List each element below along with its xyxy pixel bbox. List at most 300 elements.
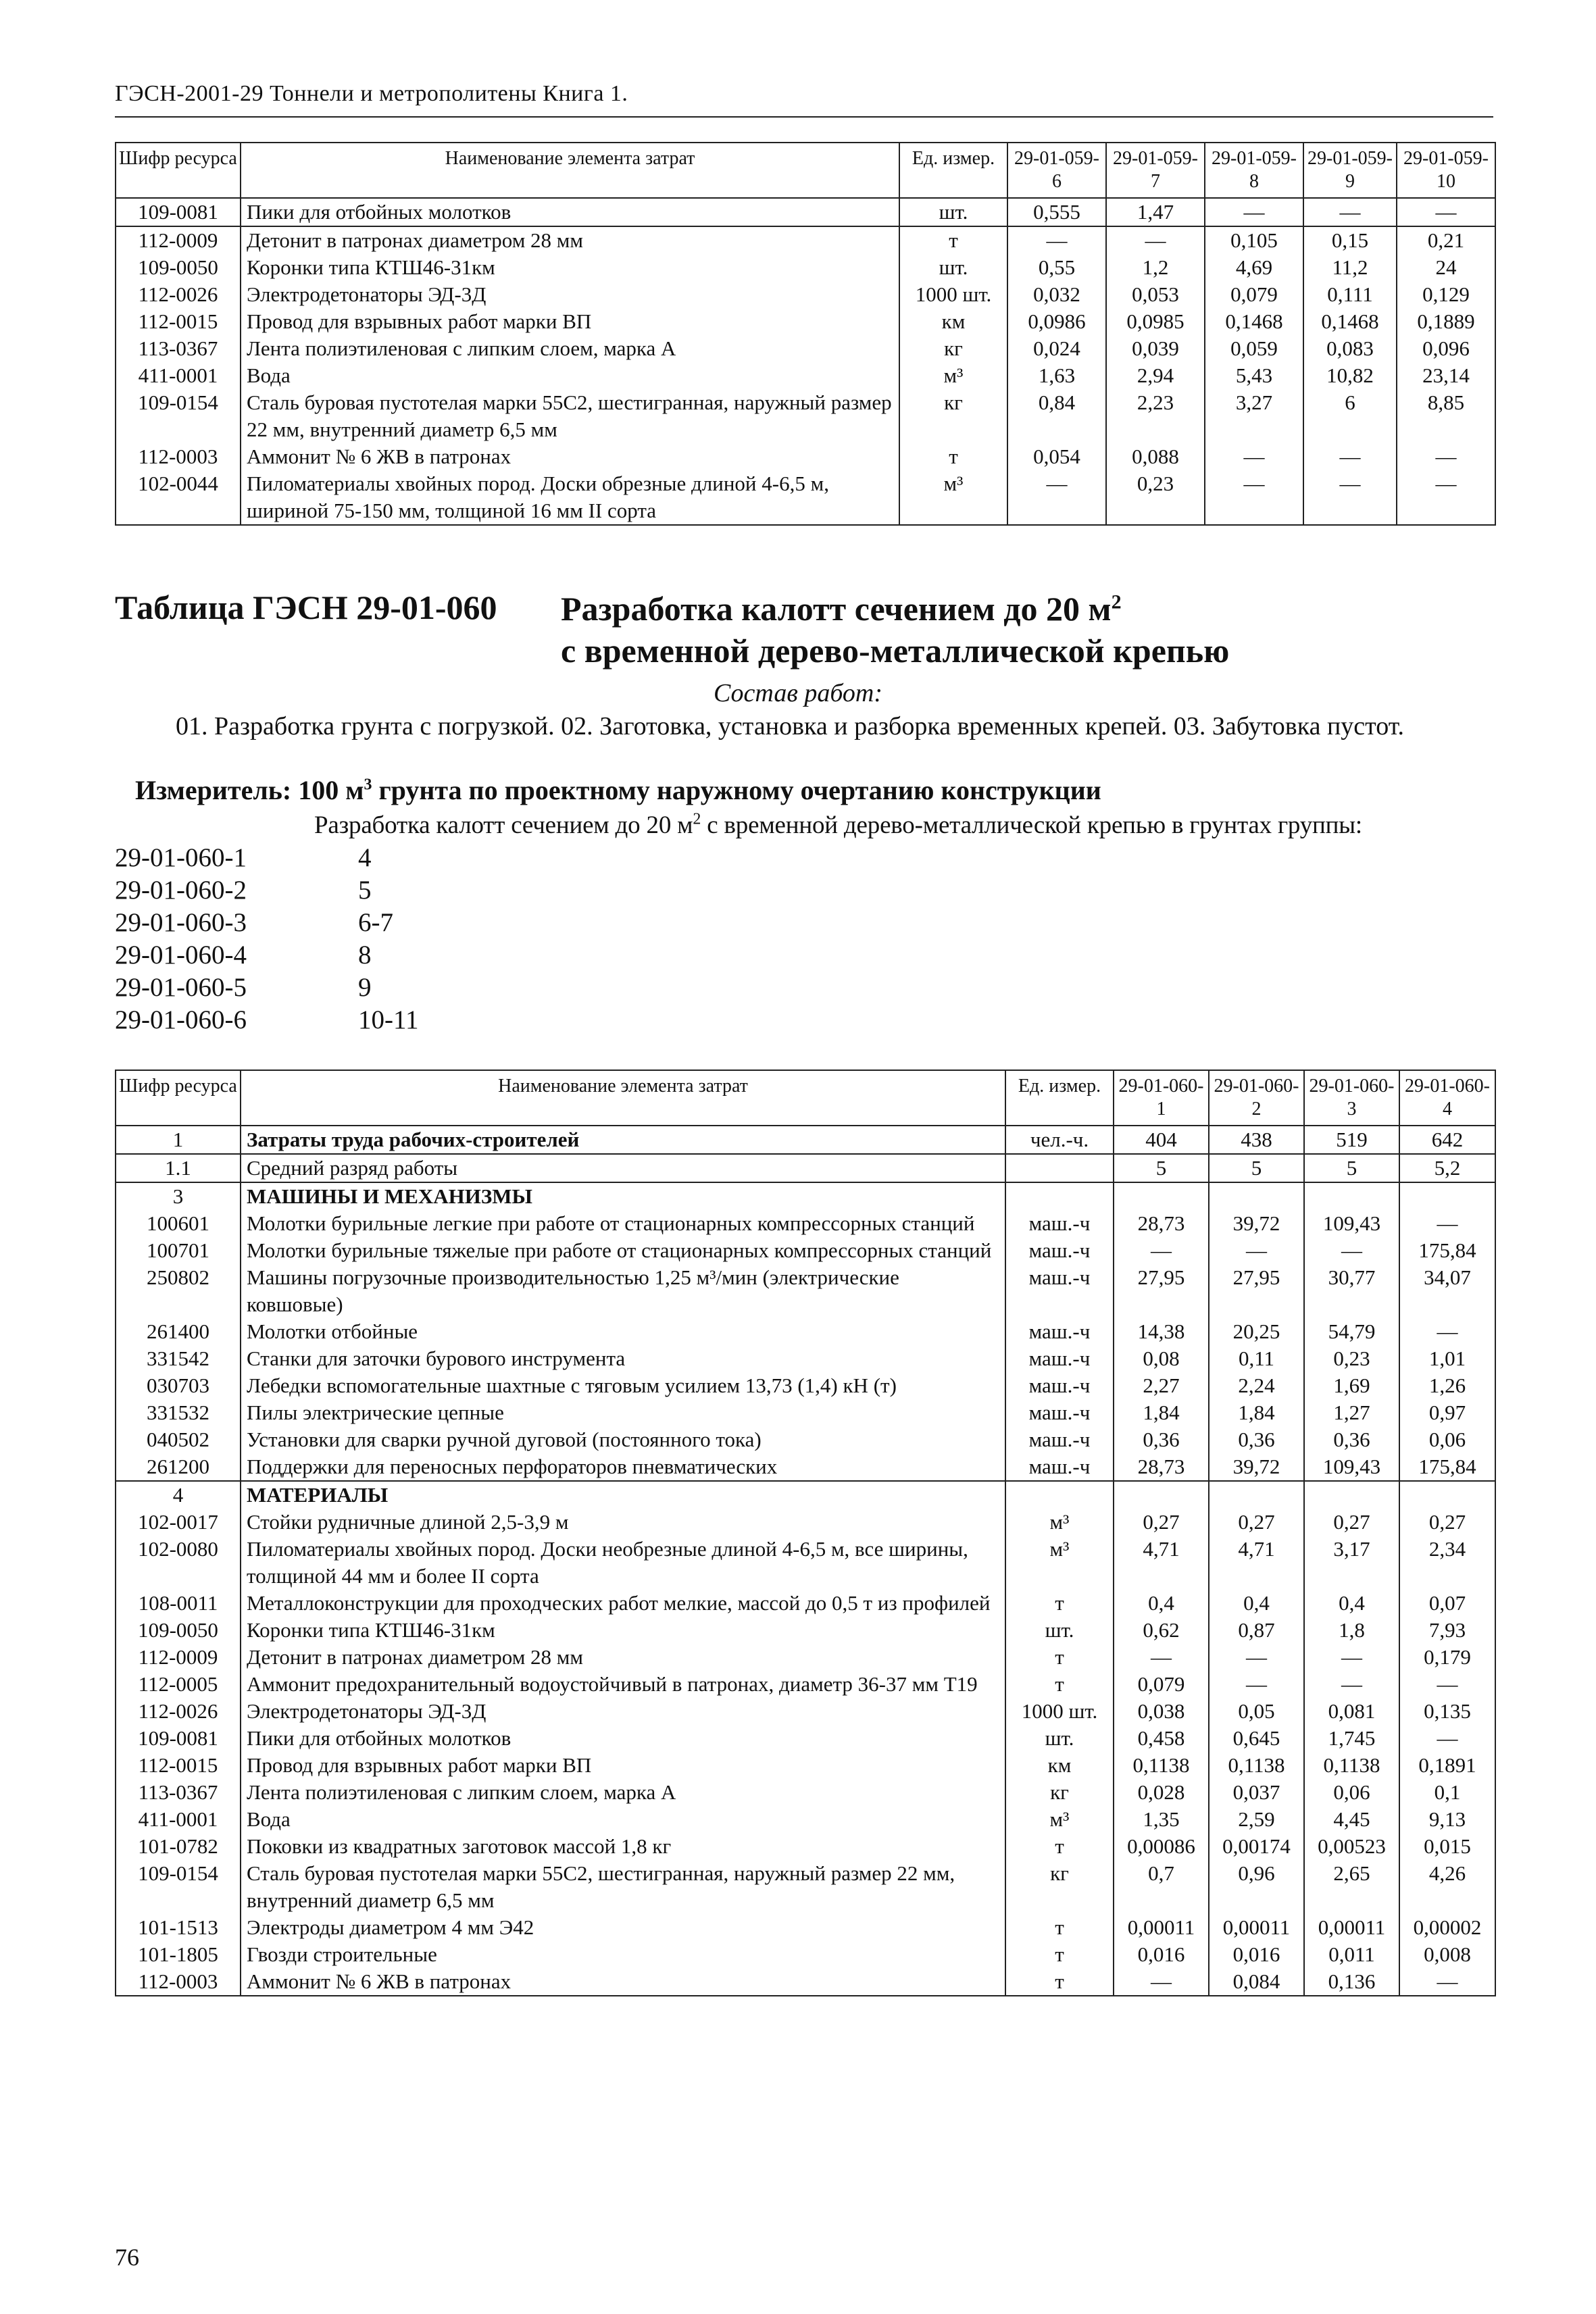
variant-code: 29-01-060-2 — [115, 876, 247, 905]
resource-value: 0,36 — [1304, 1426, 1399, 1453]
resource-value: — — [1397, 470, 1495, 525]
resource-value: 0,55 — [1007, 254, 1106, 281]
resource-code: 411-0001 — [116, 362, 241, 389]
resource-value: 109,43 — [1304, 1210, 1399, 1237]
header-unit: Ед. измер. — [1005, 1070, 1114, 1126]
resource-code: 101-0782 — [116, 1833, 241, 1860]
resource-unit: 1000 шт. — [899, 281, 1007, 308]
resource-value — [1304, 1182, 1399, 1210]
resource-value: 20,25 — [1209, 1318, 1304, 1345]
resource-value: 438 — [1209, 1126, 1304, 1154]
resource-value: 404 — [1114, 1126, 1209, 1154]
resource-value: 4,69 — [1205, 254, 1303, 281]
resource-value: — — [1397, 443, 1495, 470]
resource-name: Стойки рудничные длиной 2,5-3,9 м — [241, 1509, 1005, 1536]
resource-value: 0,458 — [1114, 1725, 1209, 1752]
variant-code: 29-01-060-6 — [115, 1005, 247, 1034]
resource-value: 24 — [1397, 254, 1495, 281]
resource-value: 0,1138 — [1209, 1752, 1304, 1779]
resource-value: 1,35 — [1114, 1806, 1209, 1833]
table-row — [116, 1426, 1495, 1453]
table-row — [116, 1536, 1495, 1590]
resource-value: 27,95 — [1114, 1264, 1209, 1318]
resource-value: 30,77 — [1304, 1264, 1399, 1318]
resource-name: Аммонит № 6 ЖВ в патронах — [241, 1968, 1005, 1996]
resource-value: 39,72 — [1209, 1453, 1304, 1481]
resource-value: 0,039 — [1106, 335, 1205, 362]
resource-name: Вода — [241, 1806, 1005, 1833]
resource-unit: шт. — [899, 254, 1007, 281]
table-row — [116, 1833, 1495, 1860]
resource-value: 0,05 — [1209, 1698, 1304, 1725]
resource-unit: маш.-ч — [1005, 1318, 1114, 1345]
resource-value: 0,1889 — [1397, 308, 1495, 335]
header-col: 29-01-059-6 — [1007, 143, 1106, 198]
resource-code: 261400 — [116, 1318, 241, 1345]
resource-name: Пики для отбойных молотков — [241, 1725, 1005, 1752]
resource-value: 28,73 — [1114, 1210, 1209, 1237]
resource-value: 2,24 — [1209, 1372, 1304, 1399]
resource-unit: 1000 шт. — [1005, 1698, 1114, 1725]
resource-name: Поддержки для переносных перфораторов пневматических — [241, 1453, 1005, 1481]
resource-value: — — [1304, 1644, 1399, 1671]
resource-value: 2,27 — [1114, 1372, 1209, 1399]
resource-name: Коронки типа КТШ46-31км — [241, 254, 899, 281]
resource-unit: маш.-ч — [1005, 1399, 1114, 1426]
resource-value: 0,179 — [1399, 1644, 1495, 1671]
resource-value: 1,63 — [1007, 362, 1106, 389]
resource-code: 101-1513 — [116, 1914, 241, 1941]
resource-value: 0,4 — [1304, 1590, 1399, 1617]
resource-value: — — [1304, 1671, 1399, 1698]
resource-unit: шт. — [899, 198, 1007, 226]
resource-value: — — [1114, 1968, 1209, 1996]
header-col: 29-01-060-2 — [1209, 1070, 1304, 1126]
resource-unit: т — [1005, 1941, 1114, 1968]
resource-value: 28,73 — [1114, 1453, 1209, 1481]
resource-value: 0,059 — [1205, 335, 1303, 362]
resource-value: 0,00174 — [1209, 1833, 1304, 1860]
resource-value: 4,26 — [1399, 1860, 1495, 1914]
resource-value: 0,028 — [1114, 1779, 1209, 1806]
variant-soil-group: 8 — [358, 940, 372, 970]
variant-row — [115, 874, 419, 907]
resource-value: 0,00011 — [1304, 1914, 1399, 1941]
resource-unit: т — [1005, 1644, 1114, 1671]
resource-code: 250802 — [116, 1264, 241, 1318]
resource-unit: км — [1005, 1752, 1114, 1779]
resource-value: 11,2 — [1303, 254, 1397, 281]
resource-name: Коронки типа КТШ46-31км — [241, 1617, 1005, 1644]
resource-name: Детонит в патронах диаметром 28 мм — [241, 1644, 1005, 1671]
resource-value: 0,87 — [1209, 1617, 1304, 1644]
resource-unit: м³ — [899, 362, 1007, 389]
resource-value — [1114, 1481, 1209, 1509]
resource-value: — — [1399, 1210, 1495, 1237]
resource-value: 0,07 — [1399, 1590, 1495, 1617]
variant-soil-group: 4 — [358, 843, 372, 872]
resource-code: 112-0015 — [116, 1752, 241, 1779]
resource-unit: м³ — [899, 470, 1007, 525]
resource-value — [1209, 1182, 1304, 1210]
resource-value: — — [1209, 1644, 1304, 1671]
title-line-1: Разработка калотт сечением до 20 м — [561, 590, 1112, 628]
table-row — [116, 1345, 1495, 1372]
page-number: 76 — [115, 2244, 139, 2271]
resource-code: 112-0026 — [116, 281, 241, 308]
resource-value: 1,26 — [1399, 1372, 1495, 1399]
table-row — [116, 1154, 1495, 1182]
resource-name: Затраты труда рабочих-строителей — [241, 1126, 1005, 1154]
resource-value: 175,84 — [1399, 1453, 1495, 1481]
resource-name: Детонит в патронах диаметром 28 мм — [241, 226, 899, 254]
variant-row — [115, 907, 419, 939]
resource-value: 8,85 — [1397, 389, 1495, 443]
resource-value: 27,95 — [1209, 1264, 1304, 1318]
resource-value: 2,94 — [1106, 362, 1205, 389]
table-row — [116, 1644, 1495, 1671]
resource-value: — — [1397, 198, 1495, 226]
work-composition-text: 01. Разработка грунта с погрузкой. 02. Заготовка, установка и разборка временных крепей. 03. Забутовка пустот. — [176, 712, 1405, 740]
resource-value: 9,13 — [1399, 1806, 1495, 1833]
resource-name: Установки для сварки ручной дуговой (постоянного тока) — [241, 1426, 1005, 1453]
table-row — [116, 443, 1495, 470]
resource-value: 0,111 — [1303, 281, 1397, 308]
table-row — [116, 335, 1495, 362]
resource-value: — — [1303, 443, 1397, 470]
header-code: Шифр ресурса — [116, 1070, 241, 1126]
variant-code: 29-01-060-4 — [115, 940, 247, 970]
resource-code: 040502 — [116, 1426, 241, 1453]
resource-code: 109-0050 — [116, 254, 241, 281]
resource-code: 112-0003 — [116, 1968, 241, 1996]
variant-row — [115, 972, 419, 1004]
variant-row — [115, 939, 419, 972]
intro-suffix: с временной дерево-металлической крепью в грунтах группы: — [701, 811, 1362, 839]
variant-soil-group: 5 — [358, 876, 372, 905]
resource-unit: т — [1005, 1914, 1114, 1941]
resource-name: Металлоконструкции для проходческих работ мелкие, массой до 0,5 т из профилей — [241, 1590, 1005, 1617]
table-row — [116, 1481, 1495, 1509]
table-row — [116, 1264, 1495, 1318]
resource-name: Гвозди строительные — [241, 1941, 1005, 1968]
resource-code: 109-0154 — [116, 1860, 241, 1914]
resource-value: 4,45 — [1304, 1806, 1399, 1833]
resource-value: 0,088 — [1106, 443, 1205, 470]
resource-value: — — [1106, 226, 1205, 254]
resource-value: — — [1114, 1644, 1209, 1671]
resource-value: — — [1007, 226, 1106, 254]
resource-value: 0,00011 — [1209, 1914, 1304, 1941]
resource-value: 4,71 — [1114, 1536, 1209, 1590]
resource-value: 2,23 — [1106, 389, 1205, 443]
resource-value: 0,23 — [1106, 470, 1205, 525]
resource-unit: т — [1005, 1968, 1114, 1996]
resource-value: 0,62 — [1114, 1617, 1209, 1644]
resource-value: — — [1399, 1671, 1495, 1698]
resource-value: 23,14 — [1397, 362, 1495, 389]
header-rule — [115, 116, 1493, 118]
resource-code: 030703 — [116, 1372, 241, 1399]
resource-name: Аммонит предохранительный водоустойчивый в патронах, диаметр 36-37 мм Т19 — [241, 1671, 1005, 1698]
resource-code: 1.1 — [116, 1154, 241, 1182]
table-row — [116, 1806, 1495, 1833]
intro-superscript: 2 — [693, 810, 701, 828]
resource-value: 10,82 — [1303, 362, 1397, 389]
resource-unit: км — [899, 308, 1007, 335]
resource-code: 109-0154 — [116, 389, 241, 443]
resource-value: 0,00002 — [1399, 1914, 1495, 1941]
resource-value: 0,27 — [1399, 1509, 1495, 1536]
variant-soil-group: 6-7 — [358, 908, 393, 937]
resource-value: 0,083 — [1303, 335, 1397, 362]
header-col: 29-01-060-3 — [1304, 1070, 1399, 1126]
resource-value: — — [1399, 1725, 1495, 1752]
resource-name: Машины погрузочные производительностью 1,25 м³/мин (электрические ковшовые) — [241, 1264, 1005, 1318]
resource-unit: т — [899, 226, 1007, 254]
header-name: Наименование элемента затрат — [241, 143, 899, 198]
table-row — [116, 1126, 1495, 1154]
resource-value: 175,84 — [1399, 1237, 1495, 1264]
resource-value: 1,27 — [1304, 1399, 1399, 1426]
table-row — [116, 308, 1495, 335]
resource-name: МАТЕРИАЛЫ — [241, 1481, 1005, 1509]
resource-value: — — [1205, 470, 1303, 525]
table-row — [116, 1509, 1495, 1536]
resource-value: — — [1209, 1671, 1304, 1698]
resource-code: 109-0081 — [116, 198, 241, 226]
resource-code: 112-0009 — [116, 1644, 241, 1671]
resource-value — [1304, 1481, 1399, 1509]
resource-name: Станки для заточки бурового инструмента — [241, 1345, 1005, 1372]
resource-value: 5,2 — [1399, 1154, 1495, 1182]
resource-value: 0,4 — [1114, 1590, 1209, 1617]
resource-name: Пики для отбойных молотков — [241, 198, 899, 226]
resource-unit: шт. — [1005, 1617, 1114, 1644]
resource-value: 7,93 — [1399, 1617, 1495, 1644]
variant-code: 29-01-060-5 — [115, 973, 247, 1002]
resource-value: 0,00011 — [1114, 1914, 1209, 1941]
header-col: 29-01-059-10 — [1397, 143, 1495, 198]
resource-unit: маш.-ч — [1005, 1426, 1114, 1453]
resource-code: 1 — [116, 1126, 241, 1154]
resource-value: 1,69 — [1304, 1372, 1399, 1399]
resource-name: Лента полиэтиленовая с липким слоем, марка А — [241, 1779, 1005, 1806]
title-superscript: 2 — [1111, 590, 1122, 613]
resource-code: 4 — [116, 1481, 241, 1509]
resource-unit: м³ — [1005, 1509, 1114, 1536]
resource-value: 3,17 — [1304, 1536, 1399, 1590]
resource-name: Лебедки вспомогательные шахтные с тяговым усилием 13,73 (1,4) кН (т) — [241, 1372, 1005, 1399]
resource-value — [1209, 1481, 1304, 1509]
resource-value: 5 — [1209, 1154, 1304, 1182]
resource-value: 34,07 — [1399, 1264, 1495, 1318]
resource-name: Молотки бурильные легкие при работе от стационарных компрессорных станций — [241, 1210, 1005, 1237]
table-row — [116, 470, 1495, 525]
resource-value: 1,745 — [1304, 1725, 1399, 1752]
resource-value: 0,1 — [1399, 1779, 1495, 1806]
resource-value: 0,4 — [1209, 1590, 1304, 1617]
measure-prefix: Измеритель: 100 м — [135, 775, 364, 805]
resource-value: 0,053 — [1106, 281, 1205, 308]
resource-name: Провод для взрывных работ марки ВП — [241, 308, 899, 335]
header-col: 29-01-060-1 — [1114, 1070, 1209, 1126]
resource-value: — — [1205, 443, 1303, 470]
table-row — [116, 1399, 1495, 1426]
table-row — [116, 1725, 1495, 1752]
resource-value: 0,084 — [1209, 1968, 1304, 1996]
resource-unit: маш.-ч — [1005, 1453, 1114, 1481]
resource-name: Молотки бурильные тяжелые при работе от стационарных компрессорных станций — [241, 1237, 1005, 1264]
resource-name: Электродетонаторы ЭД-3Д — [241, 281, 899, 308]
resource-value: 0,016 — [1114, 1941, 1209, 1968]
resource-value: 0,00086 — [1114, 1833, 1209, 1860]
variants-list — [115, 842, 419, 1036]
resource-value: 1,47 — [1106, 198, 1205, 226]
resource-value: 0,079 — [1205, 281, 1303, 308]
table-row — [116, 1698, 1495, 1725]
resource-name: Молотки отбойные — [241, 1318, 1005, 1345]
resource-code: 261200 — [116, 1453, 241, 1481]
header-col: 29-01-059-9 — [1303, 143, 1397, 198]
running-header: ГЭСН-2001-29 Тоннели и метрополитены Книга 1. — [115, 81, 628, 106]
table-row — [116, 226, 1495, 254]
table-row — [116, 1453, 1495, 1481]
table-row — [116, 1617, 1495, 1644]
resource-value: 0,135 — [1399, 1698, 1495, 1725]
resource-unit: кг — [899, 335, 1007, 362]
resource-value: — — [1399, 1318, 1495, 1345]
resource-code: 109-0081 — [116, 1725, 241, 1752]
resource-value: 2,34 — [1399, 1536, 1495, 1590]
resource-value: 54,79 — [1304, 1318, 1399, 1345]
resource-value: 1,84 — [1114, 1399, 1209, 1426]
resource-value: 0,645 — [1209, 1725, 1304, 1752]
resource-code: 113-0367 — [116, 335, 241, 362]
header-code: Шифр ресурса — [116, 143, 241, 198]
resource-value: 0,136 — [1304, 1968, 1399, 1996]
resource-code: 112-0009 — [116, 226, 241, 254]
variant-code: 29-01-060-1 — [115, 843, 247, 872]
header-name: Наименование элемента затрат — [241, 1070, 1005, 1126]
variants-intro — [314, 811, 1503, 840]
resource-unit: м³ — [1005, 1536, 1114, 1590]
table-title — [561, 588, 1507, 672]
variant-row — [115, 1004, 419, 1036]
resource-value: — — [1114, 1237, 1209, 1264]
resource-unit: кг — [899, 389, 1007, 443]
resource-value: 109,43 — [1304, 1453, 1399, 1481]
resource-value: 0,1468 — [1205, 308, 1303, 335]
header-unit: Ед. измер. — [899, 143, 1007, 198]
header-col: 29-01-059-7 — [1106, 143, 1205, 198]
variant-soil-group: 9 — [358, 973, 372, 1002]
resource-name: Средний разряд работы — [241, 1154, 1005, 1182]
resource-value: 0,096 — [1397, 335, 1495, 362]
resource-name: Пиломатериалы хвойных пород. Доски необрезные длиной 4-6,5 м, все ширины, толщиной 44 мм и более II сорта — [241, 1536, 1005, 1590]
header-col: 29-01-060-4 — [1399, 1070, 1495, 1126]
resource-value — [1399, 1182, 1495, 1210]
table-header-row — [116, 143, 1495, 198]
resource-value: 0,0985 — [1106, 308, 1205, 335]
resource-value: 2,65 — [1304, 1860, 1399, 1914]
resource-value: 0,011 — [1304, 1941, 1399, 1968]
table-row — [116, 1779, 1495, 1806]
resource-value: — — [1399, 1968, 1495, 1996]
resource-value: 1,01 — [1399, 1345, 1495, 1372]
resource-value: 1,2 — [1106, 254, 1205, 281]
resource-value: 0,105 — [1205, 226, 1303, 254]
resource-code: 112-0015 — [116, 308, 241, 335]
resource-value: 0,024 — [1007, 335, 1106, 362]
resource-value: 0,84 — [1007, 389, 1106, 443]
resource-unit: маш.-ч — [1005, 1264, 1114, 1318]
resource-value: 5 — [1114, 1154, 1209, 1182]
resource-unit: шт. — [1005, 1725, 1114, 1752]
resource-value: 0,27 — [1304, 1509, 1399, 1536]
resource-value: 4,71 — [1209, 1536, 1304, 1590]
resource-value: — — [1304, 1237, 1399, 1264]
table-row — [116, 1210, 1495, 1237]
table-row — [116, 1671, 1495, 1698]
resource-value: 1,8 — [1304, 1617, 1399, 1644]
table-row — [116, 1941, 1495, 1968]
resource-value: 0,079 — [1114, 1671, 1209, 1698]
resource-unit: т — [1005, 1833, 1114, 1860]
resource-unit: т — [1005, 1671, 1114, 1698]
resource-value: 0,23 — [1304, 1345, 1399, 1372]
header-col: 29-01-059-8 — [1205, 143, 1303, 198]
resource-value: 0,1138 — [1114, 1752, 1209, 1779]
resource-value: 0,36 — [1114, 1426, 1209, 1453]
resource-unit: кг — [1005, 1779, 1114, 1806]
resource-table-059 — [115, 142, 1496, 526]
resource-code: 411-0001 — [116, 1806, 241, 1833]
table-row — [116, 281, 1495, 308]
table-row — [116, 1914, 1495, 1941]
resource-value: 0,1891 — [1399, 1752, 1495, 1779]
resource-unit: маш.-ч — [1005, 1345, 1114, 1372]
resource-code: 102-0044 — [116, 470, 241, 525]
resource-value: 0,032 — [1007, 281, 1106, 308]
table-row — [116, 198, 1495, 226]
resource-value: 0,1138 — [1304, 1752, 1399, 1779]
resource-value: 5,43 — [1205, 362, 1303, 389]
work-composition-heading: Состав работ: — [713, 679, 883, 707]
resource-value: 0,015 — [1399, 1833, 1495, 1860]
resource-unit: маш.-ч — [1005, 1372, 1114, 1399]
resource-value: 519 — [1304, 1126, 1399, 1154]
resource-value: 0,7 — [1114, 1860, 1209, 1914]
resource-value: 6 — [1303, 389, 1397, 443]
resource-value: 0,008 — [1399, 1941, 1495, 1968]
resource-unit: т — [1005, 1590, 1114, 1617]
resource-name: Сталь буровая пустотелая марки 55С2, шестигранная, наружный размер 22 мм, внутренний диаметр 6,5 мм — [241, 389, 899, 443]
resource-code: 100601 — [116, 1210, 241, 1237]
resource-name: Провод для взрывных работ марки ВП — [241, 1752, 1005, 1779]
resource-value: — — [1205, 198, 1303, 226]
resource-value: 0,054 — [1007, 443, 1106, 470]
resource-code: 112-0003 — [116, 443, 241, 470]
resource-name: Электроды диаметром 4 мм Э42 — [241, 1914, 1005, 1941]
resource-value: 0,15 — [1303, 226, 1397, 254]
resource-name: Поковки из квадратных заготовок массой 1,8 кг — [241, 1833, 1005, 1860]
table-row — [116, 1860, 1495, 1914]
resource-value: 0,0986 — [1007, 308, 1106, 335]
resource-name: МАШИНЫ И МЕХАНИЗМЫ — [241, 1182, 1005, 1210]
resource-value: 0,555 — [1007, 198, 1106, 226]
resource-value: 0,038 — [1114, 1698, 1209, 1725]
